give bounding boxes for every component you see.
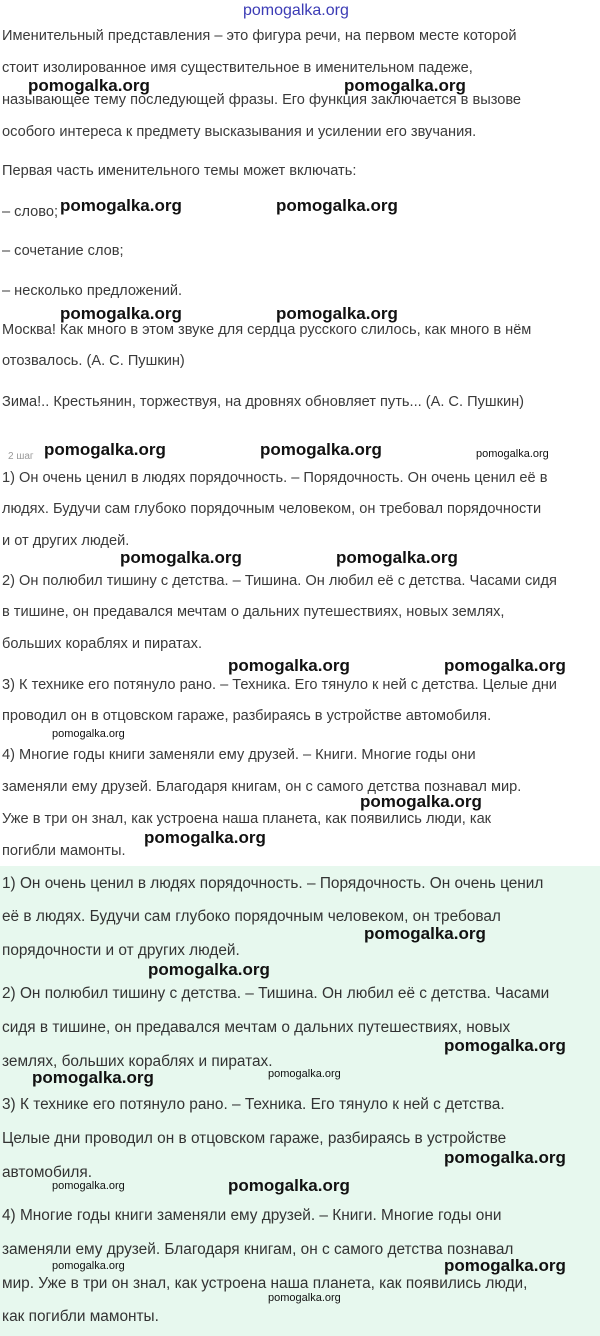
step-label: 2 шаг	[8, 451, 34, 462]
parts-item: – несколько предложений.	[2, 283, 183, 299]
answer-line: погибли мамонты.	[2, 843, 126, 859]
watermark: pomogalka.org	[144, 828, 266, 847]
watermark: pomogalka.org	[336, 548, 458, 567]
watermark: pomogalka.org	[260, 440, 382, 459]
watermark: pomogalka.org	[52, 728, 125, 740]
watermark: pomogalka.org	[444, 656, 566, 675]
answer-line: заменяли ему друзей. Благодаря книгам, он с самого детства познавал мир.	[2, 779, 522, 795]
example-line: Зима!.. Крестьянин, торжествуя, на дровнях обновляет путь... (А. С. Пушкин)	[2, 394, 525, 410]
watermark: pomogalka.org	[60, 196, 182, 215]
green-answer-line: автомобиля.	[2, 1164, 92, 1181]
watermark: pomogalka.org	[276, 196, 398, 215]
watermark: pomogalka.org	[444, 1256, 566, 1275]
green-answer-line: 3) К технике его потянуло рано. – Техника. Его тянуло к ней с детства.	[2, 1096, 505, 1113]
watermark: pomogalka.org	[476, 448, 549, 460]
watermark: pomogalka.org	[44, 440, 166, 459]
watermark: pomogalka.org	[444, 1036, 566, 1055]
answer-line: Уже в три он знал, как устроена наша планета, как появились люди, как	[2, 811, 492, 827]
intro-line: называющее тему последующей фразы. Его функция заключается в вызове	[2, 92, 522, 108]
watermark: pomogalka.org	[120, 548, 242, 567]
answer-line: проводил он в отцовском гараже, разбираясь в устройстве автомобиля.	[2, 708, 492, 724]
green-answer-line: землях, больших кораблях и пиратах.	[2, 1053, 273, 1070]
green-answer-line: 2) Он полюбил тишину с детства. – Тишина. Он любил её с детства. Часами	[2, 985, 550, 1002]
answer-line: 1) Он очень ценил в людях порядочность. – Порядочность. Он очень ценил её в	[2, 470, 548, 486]
watermark: pomogalka.org	[243, 2, 349, 19]
answer-line: больших кораблях и пиратах.	[2, 636, 203, 652]
answer-line: в тишине, он предавался мечтам о дальних путешествиях, новых землях,	[2, 604, 505, 620]
watermark: pomogalka.org	[148, 960, 270, 979]
watermark: pomogalka.org	[28, 76, 150, 95]
parts-item: – сочетание слов;	[2, 243, 124, 259]
watermark: pomogalka.org	[344, 76, 466, 95]
watermark: pomogalka.org	[52, 1260, 125, 1272]
watermark: pomogalka.org	[228, 656, 350, 675]
answer-line: и от других людей.	[2, 533, 130, 549]
green-answer-line: порядочности и от других людей.	[2, 942, 240, 959]
parts-item: – слово;	[2, 204, 59, 220]
intro-line: стоит изолированное имя существительное в именительном падеже,	[2, 60, 473, 76]
watermark: pomogalka.org	[52, 1180, 125, 1192]
watermark: pomogalka.org	[276, 304, 398, 323]
green-answer-line: её в людях. Будучи сам глубоко порядочным человеком, он требовал	[2, 908, 501, 925]
answer-line: людях. Будучи сам глубоко порядочным человеком, он требовал порядочности	[2, 501, 542, 517]
watermark: pomogalka.org	[228, 1176, 350, 1195]
green-answer-line: 4) Многие годы книги заменяли ему друзей. – Книги. Многие годы они	[2, 1207, 502, 1224]
watermark: pomogalka.org	[364, 924, 486, 943]
green-answer-line: заменяли ему друзей. Благодаря книгам, он с самого детства познавал	[2, 1241, 514, 1258]
parts-title: Первая часть именительного темы может включать:	[2, 163, 357, 179]
answer-line: 2) Он полюбил тишину с детства. – Тишина. Он любил её с детства. Часами сидя	[2, 573, 557, 589]
intro-line: Именительный представления – это фигура речи, на первом месте которой	[2, 28, 517, 44]
answer-line: 3) К технике его потянуло рано. – Техника. Его тянуло к ней с детства. Целые дни	[2, 677, 557, 693]
intro-line: особого интереса к предмету высказывания и усилении его звучания.	[2, 124, 477, 140]
watermark: pomogalka.org	[268, 1068, 341, 1080]
green-answer-line: Целые дни проводил он в отцовском гараже, разбираясь в устройстве	[2, 1130, 507, 1147]
watermark: pomogalka.org	[60, 304, 182, 323]
example-line: отозвалось. (А. С. Пушкин)	[2, 353, 185, 369]
answer-line: 4) Многие годы книги заменяли ему друзей. – Книги. Многие годы они	[2, 747, 476, 763]
watermark: pomogalka.org	[444, 1148, 566, 1167]
green-answer-line: 1) Он очень ценил в людях порядочность. – Порядочность. Он очень ценил	[2, 875, 544, 892]
watermark: pomogalka.org	[32, 1068, 154, 1087]
green-answer-line: как погибли мамонты.	[2, 1308, 159, 1325]
watermark: pomogalka.org	[360, 792, 482, 811]
watermark: pomogalka.org	[268, 1292, 341, 1304]
example-line: Москва! Как много в этом звуке для сердца русского слилось, как много в нём	[2, 322, 532, 338]
green-answer-line: сидя в тишине, он предавался мечтам о дальних путешествиях, новых	[2, 1019, 511, 1036]
green-answer-line: мир. Уже в три он знал, как устроена наша планета, как появились люди,	[2, 1275, 528, 1292]
